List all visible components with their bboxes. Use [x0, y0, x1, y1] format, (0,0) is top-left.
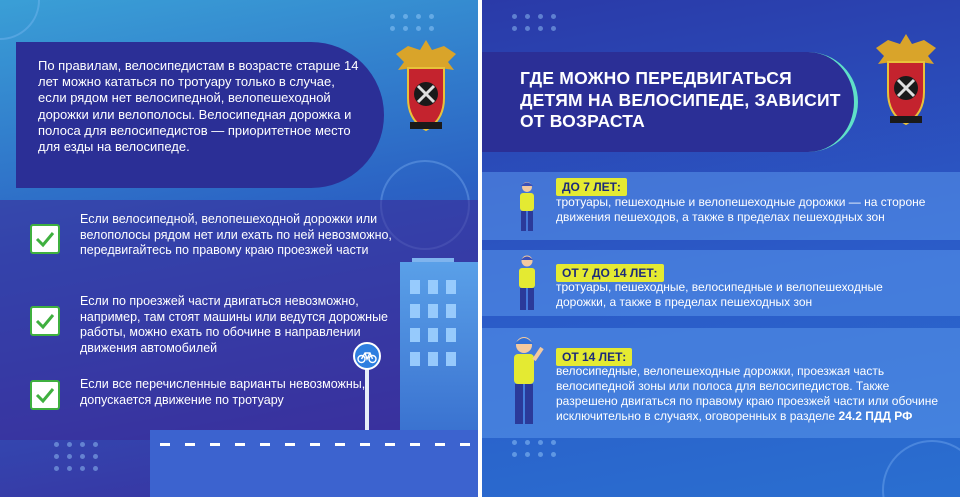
page-title: ГДЕ МОЖНО ПЕРЕДВИГАТЬСЯ ДЕТЯМ НА ВЕЛОСИПЕДЕ, ЗАВИСИТ ОТ ВОЗРАСТА	[520, 68, 841, 131]
building-window	[446, 304, 456, 318]
decorative-dots	[512, 14, 557, 31]
building-window	[410, 304, 420, 318]
road-illustration	[150, 430, 478, 497]
building-window	[446, 328, 456, 342]
age-label: ДО 7 ЛЕТ:	[556, 178, 627, 196]
right-panel	[482, 0, 960, 497]
bicycle-sign-icon	[353, 342, 381, 370]
road-marking	[460, 443, 470, 446]
building-window	[410, 280, 420, 294]
road-marking	[360, 443, 370, 446]
option-text: Если все перечисленные варианты невозможны, допускается движение по тротуару	[80, 377, 366, 407]
road-marking	[435, 443, 445, 446]
road-marking	[310, 443, 320, 446]
option-text: Если по проезжей части двигаться невозможно, например, там стоят машины или ведутся дорожные работы, можно ехать по обочине в направлении движения автомобилей	[80, 294, 389, 355]
building-window	[410, 328, 420, 342]
decorative-ring	[0, 0, 40, 40]
road-marking	[410, 443, 420, 446]
building-window	[428, 304, 438, 318]
teen-cyclist-icon	[508, 334, 544, 430]
police-emblem-icon	[870, 30, 942, 130]
building-window	[446, 352, 456, 366]
checkmark-icon	[30, 380, 60, 410]
decorative-dots	[512, 440, 557, 457]
child-small-icon	[516, 180, 538, 236]
child-medium-icon	[514, 254, 540, 314]
pdd-reference: 24.2 ПДД РФ	[838, 409, 913, 423]
police-emblem-icon	[390, 36, 462, 136]
left-panel	[0, 0, 478, 497]
age-text: тротуары, пешеходные и велопешеходные дорожки — на стороне движения пешеходов, а также в пределах пешеходных зон	[556, 195, 926, 224]
building-window	[410, 352, 420, 366]
road-marking	[160, 443, 170, 446]
road-marking	[335, 443, 345, 446]
age-text-body: велосипедные, велопешеходные дорожки, проезжая часть велосипедной зоны или полоса для велосипедистов. Также разрешено двигаться по правому краю проезжей части или обочине исключительно в случаях, оговоренных в разделе	[556, 364, 939, 423]
building-window	[428, 280, 438, 294]
title-bubble	[482, 52, 858, 152]
decorative-dots	[54, 442, 99, 471]
option-text: Если велосипедной, велопешеходной дорожки или велополосы рядом нет или ехать по ней невозможно, передвигайтесь по правому краю проезжей части	[80, 212, 392, 257]
road-marking	[185, 443, 195, 446]
road-marking	[285, 443, 295, 446]
building-window	[446, 280, 456, 294]
checkmark-icon	[30, 306, 60, 336]
road-marking	[260, 443, 270, 446]
intro-bubble	[16, 42, 384, 188]
road-marking	[385, 443, 395, 446]
age-text	[556, 364, 946, 424]
decorative-dots	[390, 14, 435, 31]
sign-pole	[365, 360, 369, 430]
age-label: ОТ 7 ДО 14 ЛЕТ:	[556, 264, 664, 282]
road-marking	[235, 443, 245, 446]
checkmark-icon	[30, 224, 60, 254]
road-marking	[210, 443, 220, 446]
age-text: тротуары, пешеходные, велосипедные и велопешеходные дорожки, а также в пределах пешеходных зон	[556, 280, 883, 309]
building-window	[428, 352, 438, 366]
intro-text: По правилам, велосипедистам в возрасте старше 14 лет можно кататься по тротуару только в случае, если рядом нет велосипедной, велопешеходной дорожки или велополосы. Велосипедная дорожка и полоса для велосипедистов — приоритетное место для езды на велосипеде.	[38, 58, 359, 155]
age-label: ОТ 14 ЛЕТ:	[556, 348, 632, 366]
building-window	[428, 328, 438, 342]
decorative-ring	[882, 440, 960, 497]
